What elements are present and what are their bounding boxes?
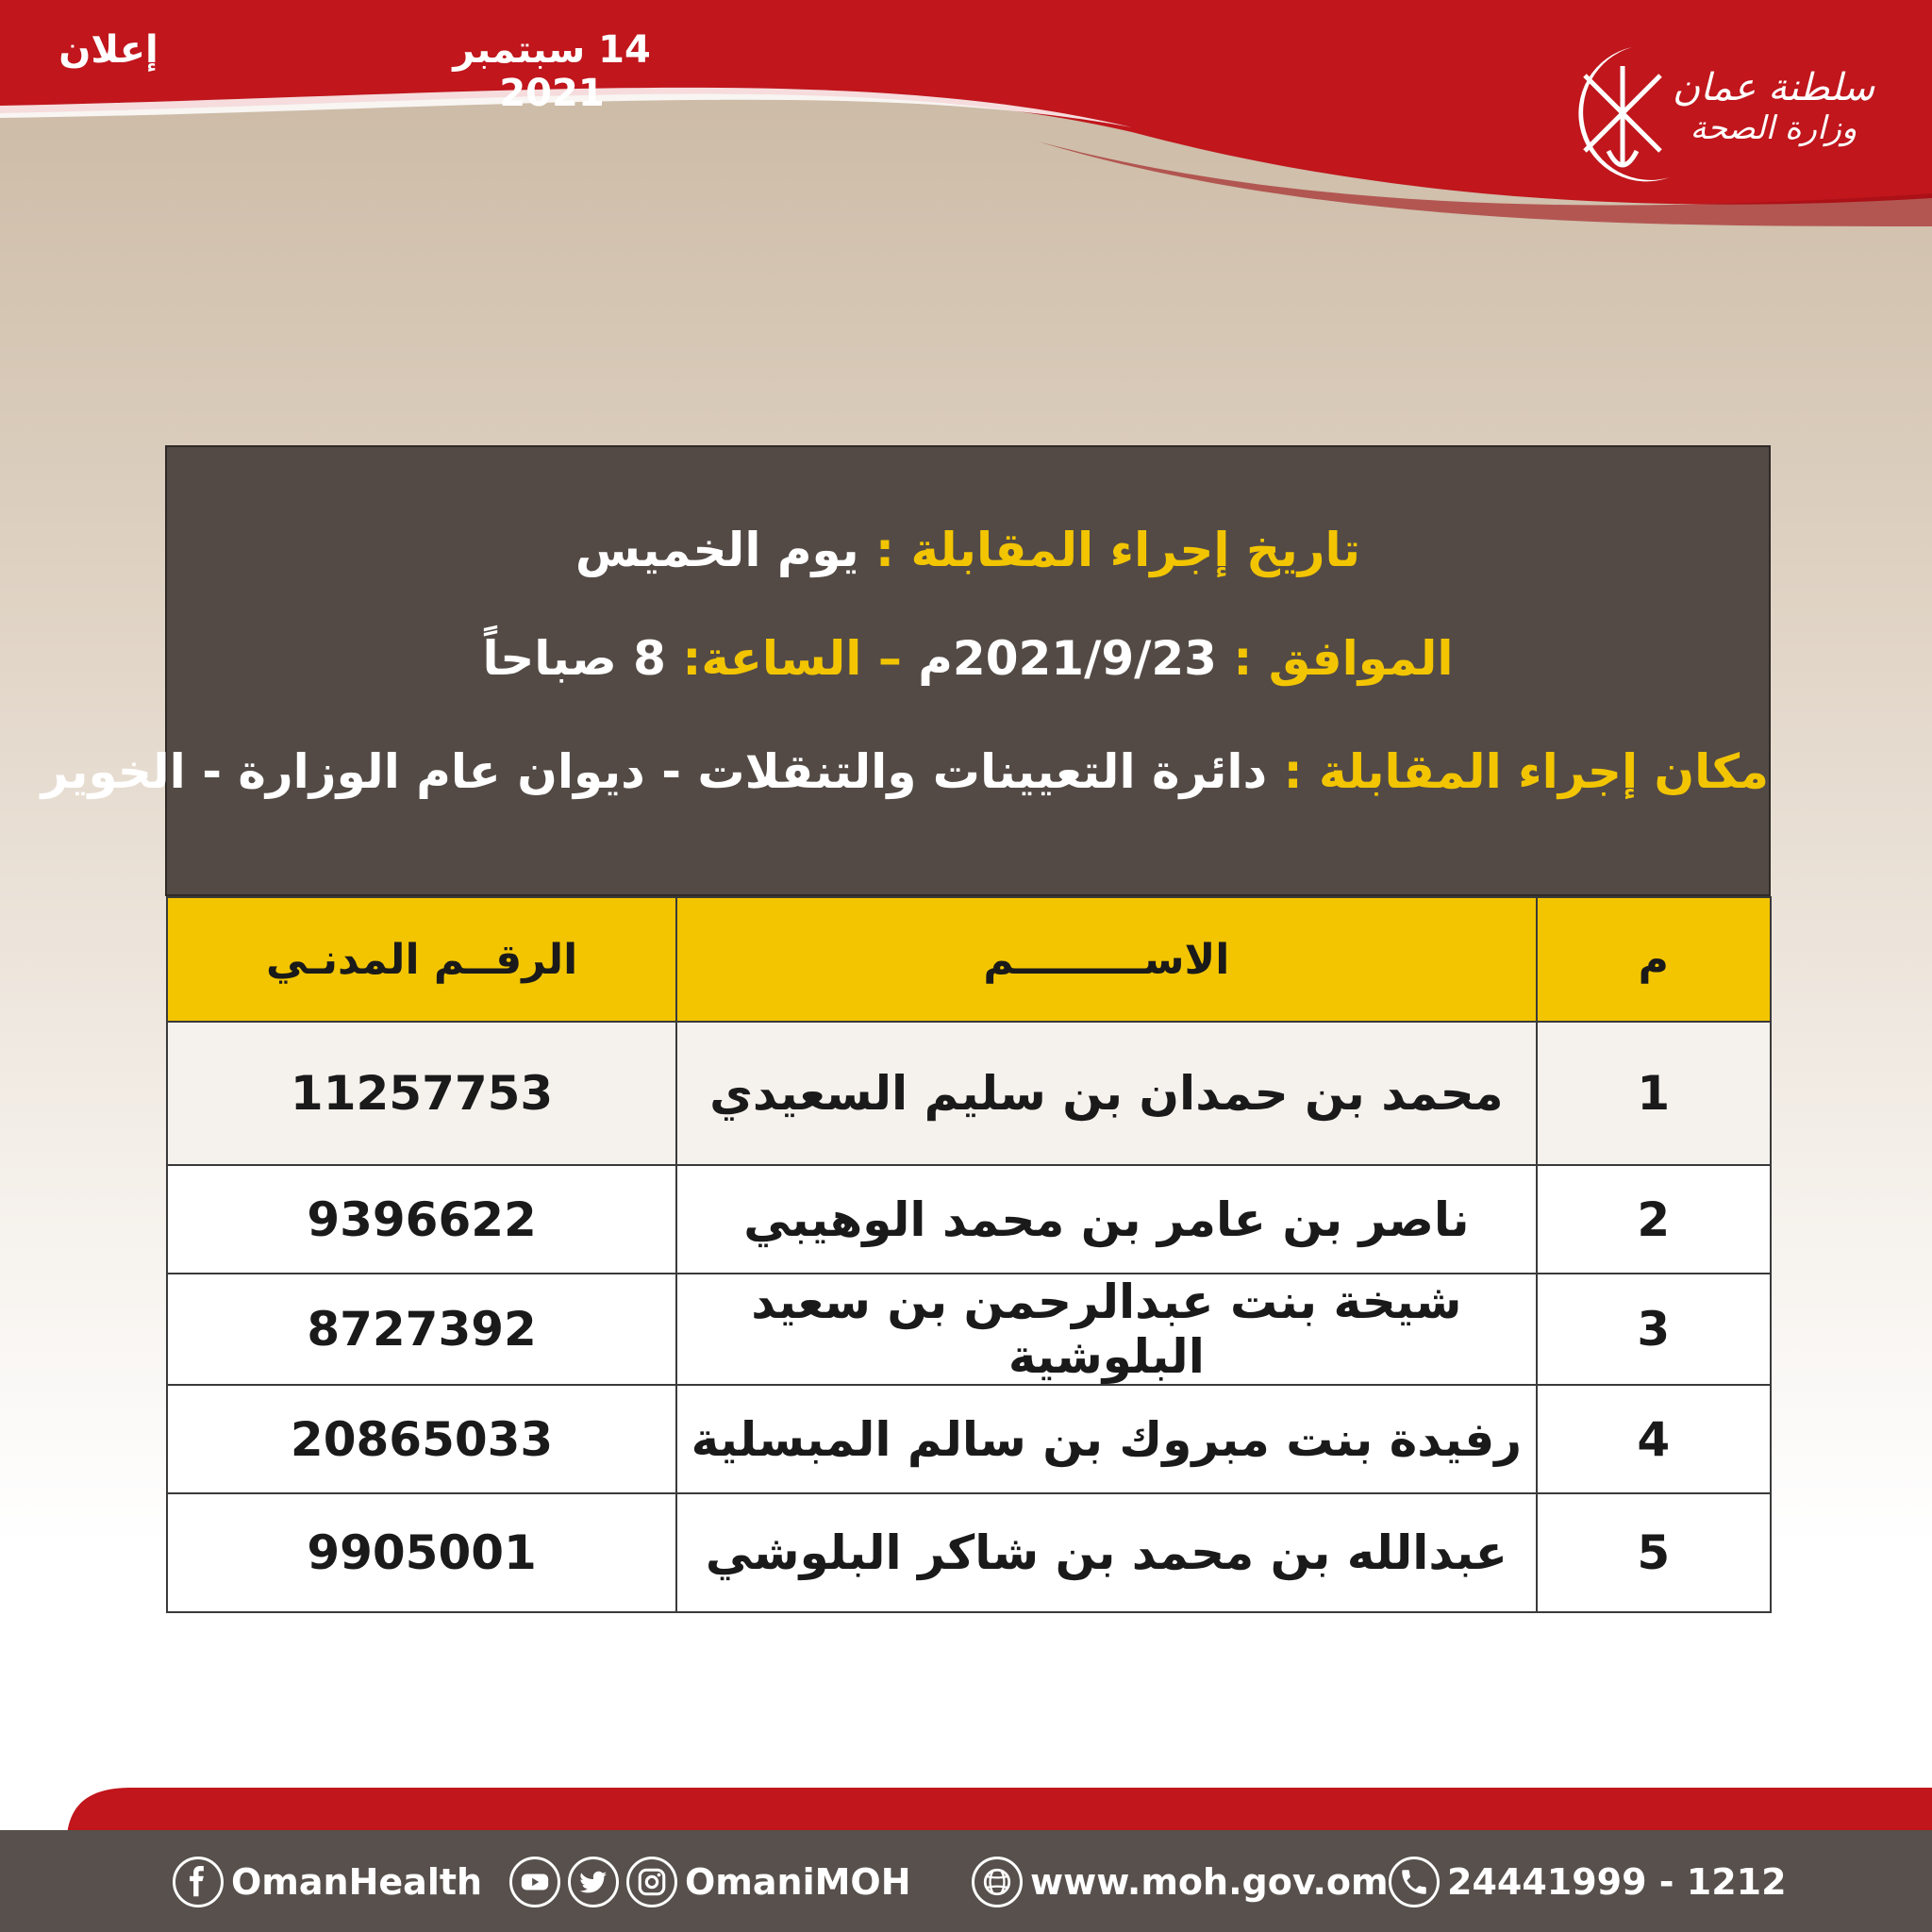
phone-number: 24441999 - 1212 — [1447, 1861, 1787, 1903]
header-number: م — [1537, 897, 1771, 1022]
row-number: 3 — [1537, 1274, 1771, 1385]
row-civil-id: 9905001 — [167, 1493, 676, 1612]
footer-facebook[interactable] — [173, 1854, 482, 1910]
announcement-date: 14 سبتمبر 2021 — [453, 28, 651, 115]
ministry-line-1: سلطنة عمان — [1672, 66, 1875, 109]
row-number: 2 — [1537, 1165, 1771, 1274]
globe-icon — [972, 1857, 1023, 1907]
table-header-row — [167, 897, 1771, 1022]
twitter-icon — [568, 1857, 619, 1907]
interview-date-line — [167, 523, 1769, 577]
row-name: رفيدة بنت مبروك بن سالم المبسلية — [676, 1385, 1536, 1493]
interview-date-value: يوم الخميس — [575, 523, 876, 577]
table-row — [167, 1022, 1771, 1165]
header-name: الاســـــــــم — [676, 897, 1536, 1022]
row-number: 5 — [1537, 1493, 1771, 1612]
facebook-handle: OmanHealth — [231, 1861, 483, 1903]
social-handle: OmaniMOH — [685, 1861, 911, 1903]
interview-place-label: مكان إجراء المقابلة : — [1283, 744, 1769, 799]
table-row — [167, 1165, 1771, 1274]
interview-date-label: تاريخ إجراء المقابلة : — [875, 523, 1361, 577]
table-row — [167, 1493, 1771, 1612]
row-civil-id: 20865033 — [167, 1385, 676, 1493]
header-civil-id: الرقــم المدنـي — [167, 897, 676, 1022]
announcement-label: إعلان — [58, 28, 158, 72]
ministry-line-2: وزارة الصحة — [1690, 109, 1857, 147]
interview-time-line — [167, 631, 1769, 686]
row-civil-id: 9396622 — [167, 1165, 676, 1274]
interview-place-line — [41, 744, 1769, 799]
row-name: عبدالله بن محمد بن شاكر البلوشي — [676, 1493, 1536, 1612]
footer-phone[interactable] — [1389, 1854, 1787, 1910]
interview-info-box — [41, 445, 1771, 896]
row-civil-id: 8727392 — [167, 1274, 676, 1385]
interview-place-value: دائرة التعيينات والتنقلات - ديوان عام الوزارة - الخوير — [41, 744, 1284, 799]
time-value: 8 صباحاً — [482, 631, 683, 686]
row-name: شيخة بنت عبدالرحمن بن سعيد البلوشية — [676, 1274, 1536, 1385]
time-label: – الساعة: — [682, 631, 919, 686]
corresponding-label: الموافق : — [1233, 631, 1454, 686]
instagram-icon — [626, 1857, 677, 1907]
table-row — [167, 1274, 1771, 1385]
footer-social[interactable] — [509, 1854, 911, 1910]
ministry-name — [1660, 66, 1887, 147]
footer-website[interactable] — [972, 1854, 1389, 1910]
facebook-icon — [173, 1857, 224, 1907]
row-civil-id: 11257753 — [167, 1022, 676, 1165]
corresponding-value: 2021/9/23م — [918, 631, 1234, 686]
row-number: 4 — [1537, 1385, 1771, 1493]
row-number: 1 — [1537, 1022, 1771, 1165]
row-name: محمد بن حمدان بن سليم السعيدي — [676, 1022, 1536, 1165]
row-name: ناصر بن عامر بن محمد الوهيبي — [676, 1165, 1536, 1274]
youtube-icon — [509, 1857, 560, 1907]
candidates-table — [166, 896, 1772, 1613]
website-url: www.moh.gov.om — [1030, 1861, 1389, 1903]
phone-icon — [1389, 1857, 1440, 1907]
table-row — [167, 1385, 1771, 1493]
